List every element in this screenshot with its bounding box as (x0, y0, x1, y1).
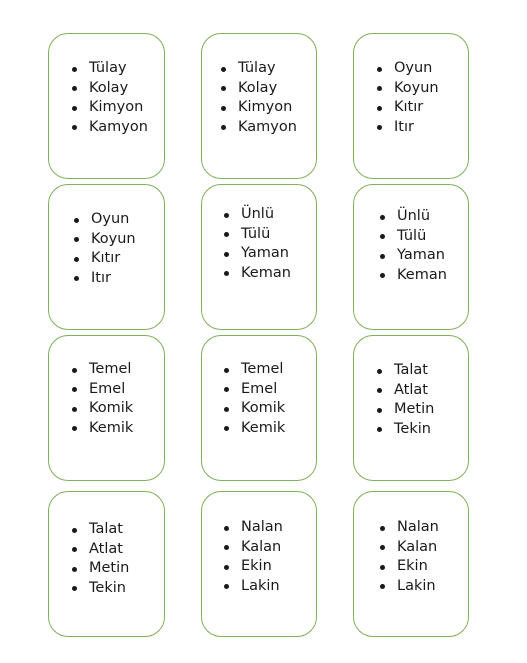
word-card (353, 491, 469, 637)
list-item: Oyun (376, 59, 439, 79)
list-item: Yaman (379, 246, 447, 266)
list-item: Metin (71, 559, 129, 579)
list-item: Tülü (379, 227, 447, 247)
word-list (71, 360, 133, 438)
word-list (223, 205, 291, 283)
word-card (48, 33, 165, 179)
list-item: Komik (223, 399, 285, 419)
list-item: Kalan (379, 538, 439, 558)
list-item: Kolay (71, 79, 148, 99)
list-item: Ünlü (223, 205, 291, 225)
list-item: Kamyon (220, 118, 297, 138)
word-list (376, 361, 434, 439)
word-card (201, 33, 317, 179)
list-item: Ünlü (379, 207, 447, 227)
list-item: Kıtır (73, 249, 136, 269)
word-list (220, 59, 297, 137)
word-card (353, 335, 469, 481)
word-list (223, 360, 285, 438)
list-item: Atlat (71, 540, 129, 560)
list-item: Itır (73, 269, 136, 289)
list-item: Kolay (220, 79, 297, 99)
list-item: Keman (223, 264, 291, 284)
list-item: Kemik (223, 419, 285, 439)
list-item: Tülay (71, 59, 148, 79)
list-item: Koyun (73, 230, 136, 250)
word-card (48, 335, 165, 481)
word-list (71, 520, 129, 598)
word-list (73, 210, 136, 288)
list-item: Lakin (379, 577, 439, 597)
list-item: Tülay (220, 59, 297, 79)
list-item: Koyun (376, 79, 439, 99)
list-item: Ekin (379, 557, 439, 577)
word-card (201, 491, 317, 637)
word-card (353, 184, 469, 330)
list-item: Kıtır (376, 98, 439, 118)
list-item: Tülü (223, 225, 291, 245)
list-item: Temel (71, 360, 133, 380)
list-item: Atlat (376, 381, 434, 401)
list-item: Talat (376, 361, 434, 381)
list-item: Yaman (223, 244, 291, 264)
list-item: Oyun (73, 210, 136, 230)
list-item: Temel (223, 360, 285, 380)
list-item: Ekin (223, 557, 283, 577)
list-item: Komik (71, 399, 133, 419)
word-card (48, 184, 165, 330)
word-card (201, 335, 317, 481)
list-item: Kalan (223, 538, 283, 558)
list-item: Metin (376, 400, 434, 420)
word-list (376, 59, 439, 137)
word-card (48, 491, 165, 637)
word-list (223, 518, 283, 596)
list-item: Tekin (376, 420, 434, 440)
list-item: Kimyon (220, 98, 297, 118)
list-item: Keman (379, 266, 447, 286)
word-list (379, 518, 439, 596)
list-item: Nalan (223, 518, 283, 538)
list-item: Emel (223, 380, 285, 400)
list-item: Nalan (379, 518, 439, 538)
list-item: Kemik (71, 419, 133, 439)
list-item: Tekin (71, 579, 129, 599)
word-card (201, 184, 317, 330)
list-item: Emel (71, 380, 133, 400)
word-list (71, 59, 148, 137)
list-item: Kimyon (71, 98, 148, 118)
list-item: Kamyon (71, 118, 148, 138)
word-card (353, 33, 469, 179)
list-item: Talat (71, 520, 129, 540)
list-item: Lakin (223, 577, 283, 597)
list-item: Itır (376, 118, 439, 138)
word-list (379, 207, 447, 285)
